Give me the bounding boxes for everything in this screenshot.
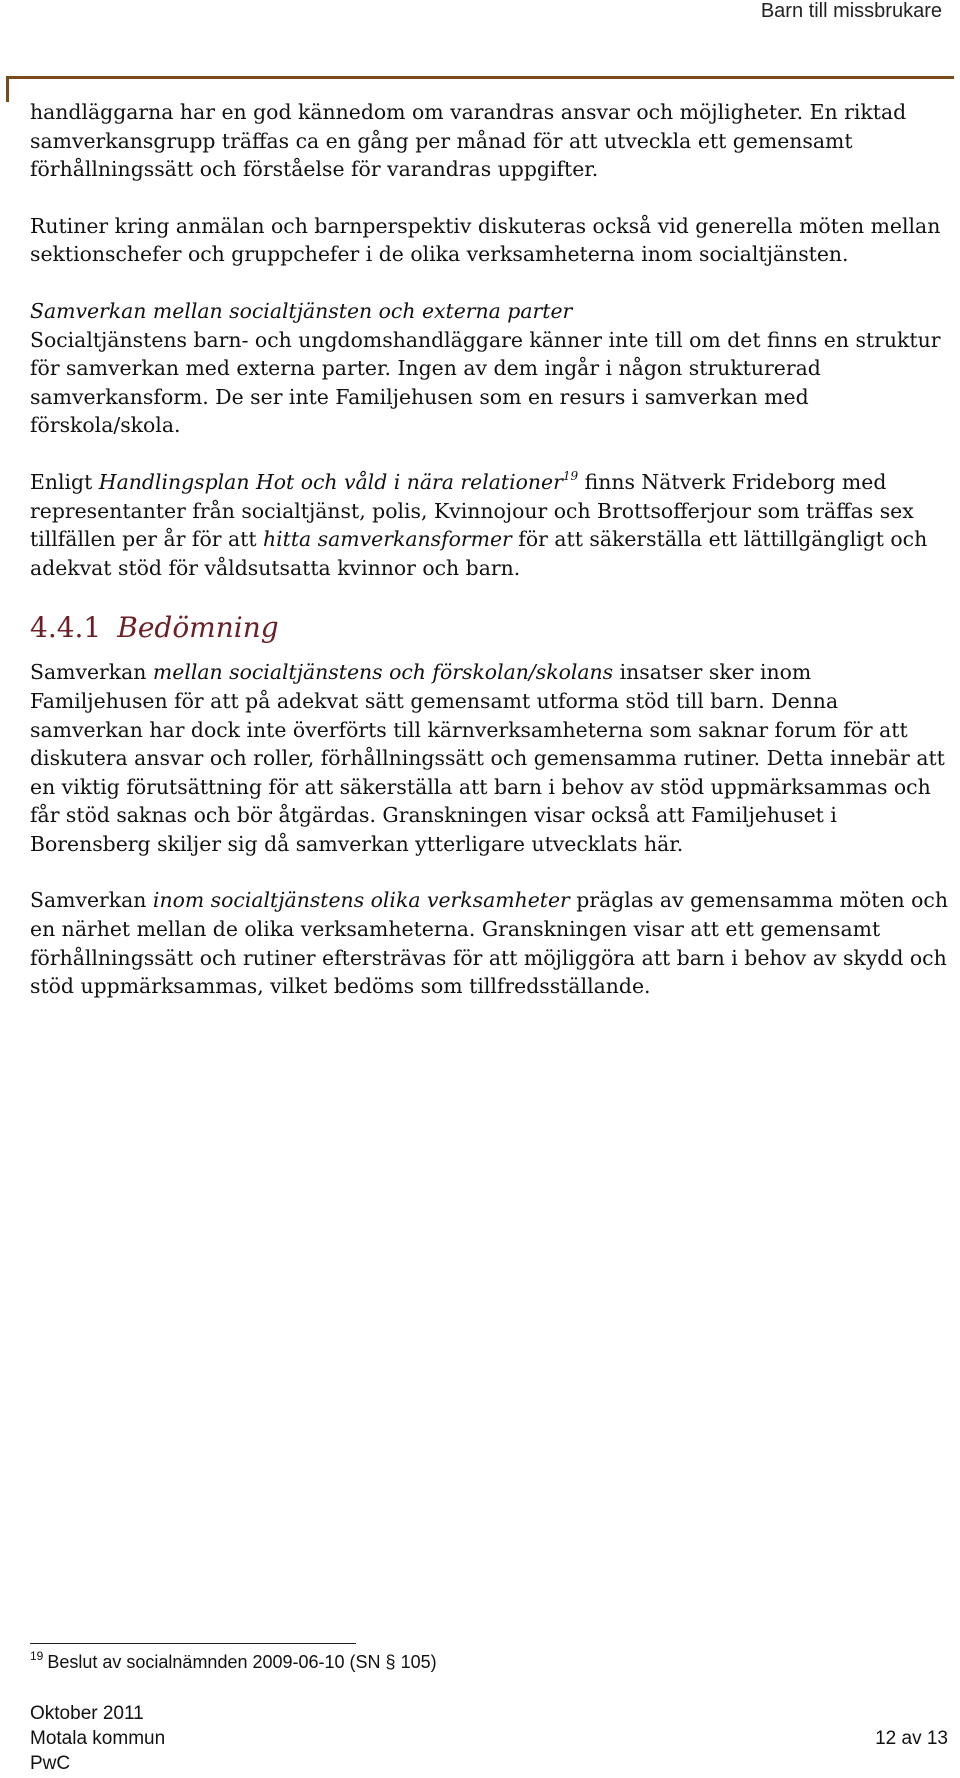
header-rule — [6, 76, 954, 79]
footer-organization: Motala kommun — [30, 1728, 166, 1749]
paragraph-4 — [30, 468, 950, 582]
italic-plan-title: Handlingsplan Hot och våld i nära relationer — [98, 469, 563, 494]
section-number: 4.4.1 — [30, 611, 102, 645]
text-run: präglas av gemensamma möten och en närhet mellan de olika verksamheterna. Granskningen visar att ett gemensamt förhållningssätt och rutiner eftersträvas för att möjliggöra att barn i behov av skydd och stöd uppmärksammas, vilket bedöms som tillfredsställande. — [30, 888, 948, 999]
text-run: Enligt — [30, 469, 99, 494]
page-footer — [30, 1701, 948, 1776]
italic-emphasis: hitta samverkansformer — [263, 527, 512, 552]
text-run: för att säkerställa ett lättillgängligt och adekvat stöd för våldsutsatta kvinnor och barn. — [30, 527, 928, 580]
header-corner-rule — [6, 76, 9, 102]
footnote — [30, 1649, 437, 1673]
paragraph-1: handläggarna har en god kännedom om varandras ansvar och möjligheter. En riktad samverkansgrupp träffas ca en gång per månad för att utveckla ett gemensamt förhållningssätt och förståelse för varandras uppgifter. — [30, 100, 907, 182]
paragraph-5 — [30, 658, 950, 858]
italic-emphasis: mellan socialtjänstens och förskolan/skolans — [152, 660, 614, 685]
footnote-separator — [30, 1643, 356, 1644]
text-run: insatser sker inom Familjehusen för att på adekvat sätt gemensamt utforma stöd till barn. Denna samverkan har dock inte överförts till kärnverksamheterna som saknar forum för att diskutera ansvar och roller, förhållningssätt och gemensamma rutiner. Detta innebär att en viktig förutsättning för att säkerställa att barn i behov av stöd uppmärksammas och får stöd saknas och bör åtgärdas. Granskningen visar också att Familjehuset i Borensberg skiljer sig då samverkan ytterligare utvecklats här. — [30, 660, 945, 856]
footnote-number: 19 — [30, 1649, 44, 1663]
page-number: 12 av 13 — [875, 1728, 948, 1749]
paragraph-3: Socialtjänstens barn- och ungdomshandläggare känner inte till om det finns en struktur för samverkan med externa parter. Ingen av dem ingår i någon strukturerad samverkansform. De ser inte Familjehusen som en resurs i samverkan med förskola/skola. — [30, 327, 941, 438]
section-heading — [30, 610, 950, 646]
italic-emphasis: inom socialtjänstens olika verksamheter — [152, 888, 570, 913]
page-content — [30, 98, 950, 1029]
footnote-text: Beslut av socialnämnden 2009-06-10 (SN § 105) — [47, 1652, 437, 1672]
section-title: Bedömning — [117, 611, 279, 645]
footer-date: Oktober 2011 — [30, 1703, 144, 1724]
running-header-title: Barn till missbrukare — [760, 0, 942, 22]
footer-firm: PwC — [30, 1753, 71, 1774]
paragraph-6 — [30, 886, 950, 1000]
subheading-external-cooperation: Samverkan mellan socialtjänsten och externa parter — [30, 298, 573, 323]
paragraph-2: Rutiner kring anmälan och barnperspektiv diskuteras också vid generella möten mellan sektionschefer och gruppchefer i de olika verksamheterna inom socialtjänsten. — [30, 213, 941, 267]
text-run: finns Nätverk Frideborg med representanter från socialtjänst, polis, Kvinnojour och Brottsofferjour som träffas sex tillfällen per år för att — [30, 469, 914, 552]
text-run: Samverkan — [30, 888, 153, 913]
footnote-reference[interactable]: 19 — [562, 468, 579, 483]
text-run: Samverkan — [30, 660, 153, 685]
footer-row — [30, 1726, 948, 1751]
